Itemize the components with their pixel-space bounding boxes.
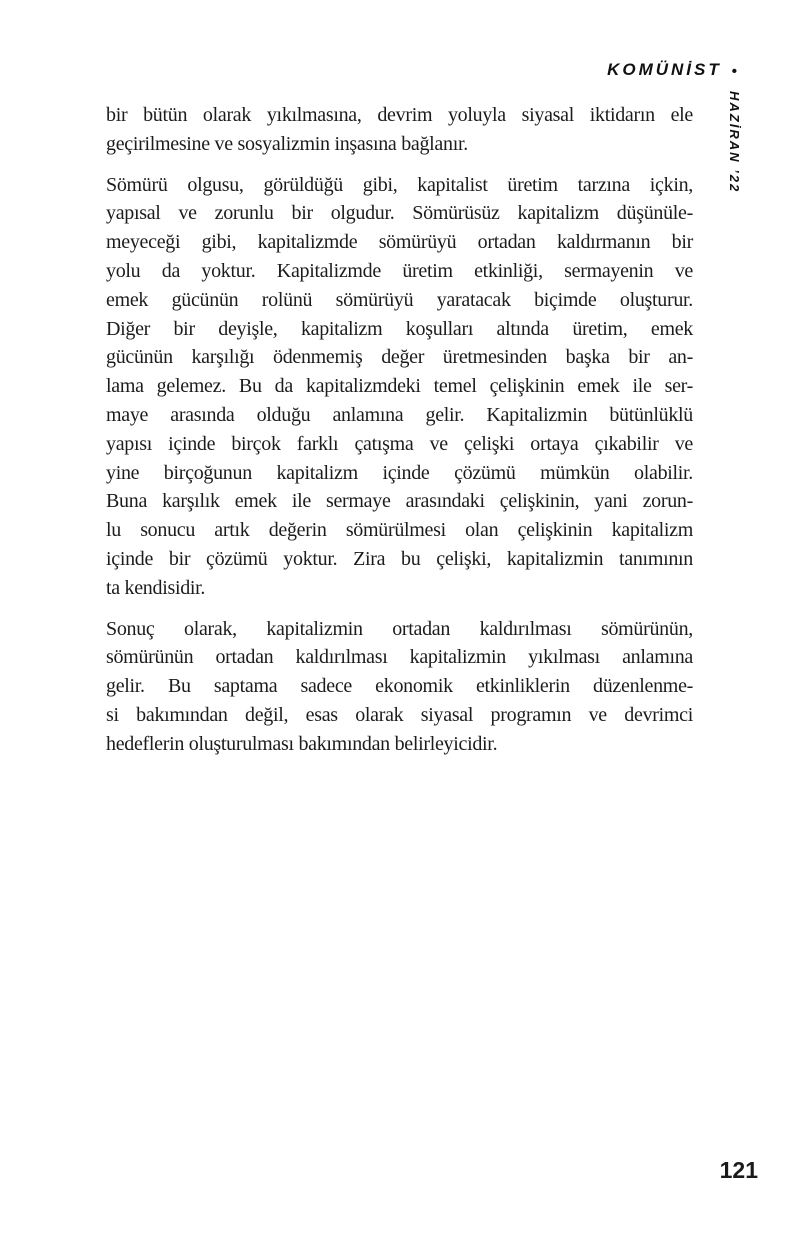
body-paragraph bbox=[106, 101, 693, 159]
text-line: Sonuç olarak, kapitalizmin ortadan kaldırılması sömürünün, bbox=[106, 617, 693, 640]
text-line: ta kendisidir. bbox=[106, 576, 206, 599]
issue-label: HAZİRAN ’22 bbox=[727, 91, 742, 194]
text-line: yapısı içinde birçok farklı çatışma ve çelişki ortaya çıkabilir ve bbox=[106, 432, 693, 455]
text-line: yine birçoğunun kapitalizm içinde çözümü mümkün olabilir. bbox=[106, 461, 693, 484]
text-line: içinde bir çözümü yoktur. Zira bu çelişki, kapitalizmin tanımının bbox=[106, 547, 693, 570]
text-line: Sömürü olgusu, görüldüğü gibi, kapitalist üretim tarzına içkin, bbox=[106, 173, 693, 196]
text-line: emek gücünün rolünü sömürüyü yaratacak biçimde oluşturur. bbox=[106, 288, 693, 311]
text-line: meyeceği gibi, kapitalizmde sömürüyü ortadan kaldırmanın bir bbox=[106, 231, 693, 254]
text-line: gücünün karşılığı ödenmemiş değer üretmesinden başka bir an- bbox=[106, 346, 693, 369]
text-line: gelir. Bu saptama sadece ekonomik etkinliklerin düzenlenme- bbox=[106, 675, 693, 698]
text-line: lama gelemez. Bu da kapitalizmdeki temel çelişkinin emek ile ser- bbox=[106, 375, 693, 398]
body-text bbox=[106, 101, 693, 759]
text-line: geçirilmesine ve sosyalizmin inşasına bağlanır. bbox=[106, 132, 468, 155]
page-number: 121 bbox=[719, 1157, 758, 1183]
body-paragraph bbox=[106, 615, 693, 759]
text-line: maye arasında olduğu anlamına gelir. Kapitalizmin bütünlüklü bbox=[106, 403, 693, 426]
journal-title: KOMÜNİST bbox=[607, 60, 722, 79]
text-line: Diğer bir deyişle, kapitalizm koşulları altında üretim, emek bbox=[106, 317, 693, 340]
text-line: Buna karşılık emek ile sermaye arasındaki çelişkinin, yani zorun- bbox=[106, 490, 693, 513]
text-line: lu sonucu artık değerin sömürülmesi olan çelişkinin kapitalizm bbox=[106, 519, 693, 542]
running-header bbox=[607, 60, 737, 80]
text-line: si bakımından değil, esas olarak siyasal programın ve devrimci bbox=[106, 703, 693, 726]
text-line: yapısal ve zorunlu bir olgudur. Sömürüsüz kapitalizm düşünüle- bbox=[106, 202, 693, 225]
text-line: yolu da yoktur. Kapitalizmde üretim etkinliği, sermayenin ve bbox=[106, 259, 693, 282]
text-line: bir bütün olarak yıkılmasına, devrim yoluyla siyasal iktidarın ele bbox=[106, 104, 693, 126]
body-paragraph bbox=[106, 171, 693, 603]
bullet-icon: • bbox=[731, 62, 737, 80]
text-line: hedeflerin oluşturulması bakımından belirleyicidir. bbox=[106, 732, 498, 755]
text-line: sömürünün ortadan kaldırılması kapitalizmin yıkılması anlamına bbox=[106, 646, 693, 669]
